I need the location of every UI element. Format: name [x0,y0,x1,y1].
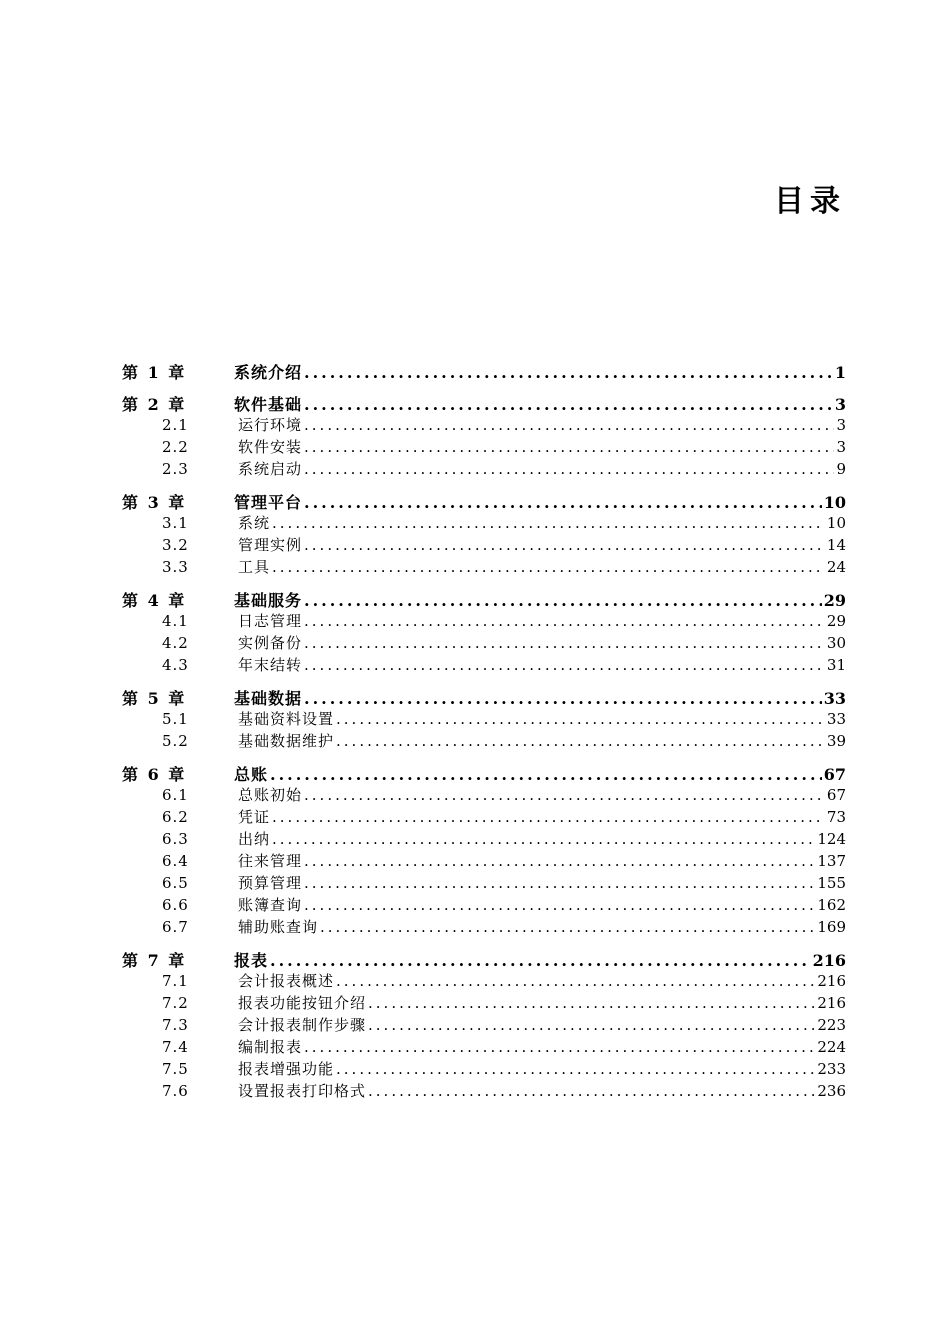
dot-leader [368,1016,815,1034]
toc-section-entry[interactable] [122,708,846,730]
toc-section-entry-page-number: 236 [817,1082,846,1100]
dot-leader [304,874,815,892]
toc-section-entry-page-number: 224 [817,1038,846,1056]
toc-section-entry-title: 工具 [238,558,271,576]
toc-section-entry-page-number: 10 [826,514,846,532]
toc-section-entry[interactable] [122,992,846,1014]
dot-leader [304,689,822,708]
toc-section-entry-page-number: 155 [817,874,846,892]
toc-section-entry-number: 6.6 [162,896,189,914]
toc-section-entry-title: 编制报表 [238,1038,303,1056]
dot-leader [304,1038,815,1056]
toc-section-entry-number: 7.2 [162,994,189,1012]
toc-section-entry-title: 出纳 [238,830,271,848]
toc-section-entry-number: 7.6 [162,1082,189,1100]
toc-section-entry[interactable] [122,436,846,458]
toc-chapter-entry-title: 基础数据 [234,689,303,708]
toc-section-entry[interactable] [122,872,846,894]
toc-section-entry-page-number: 29 [826,612,846,630]
toc-chapter-entry-title: 软件基础 [234,395,303,414]
toc-section-entry[interactable] [122,1058,846,1080]
toc-chapter [122,360,846,382]
dot-leader [336,710,825,728]
dot-leader [272,808,825,826]
dot-leader [368,994,815,1012]
dot-leader [270,765,822,784]
toc-chapter-entry-page-number: 29 [823,591,846,610]
toc-section-entry[interactable] [122,632,846,654]
toc-section-entry-page-number: 33 [826,710,846,728]
toc-section-entry[interactable] [122,1014,846,1036]
toc-section-entry-title: 系统启动 [238,460,303,478]
dot-leader [304,656,825,674]
toc-section-entry-page-number: 216 [817,972,846,990]
toc-chapter [122,490,846,578]
toc-section-entry-page-number: 24 [826,558,846,576]
toc-chapter-entry-number: 第 3 章 [122,493,185,512]
toc-section-entry-page-number: 31 [826,656,846,674]
toc-section-entry-page-number: 137 [817,852,846,870]
toc-section-entry-title: 管理实例 [238,536,303,554]
toc-chapter-entry-number: 第 5 章 [122,689,185,708]
toc-section-entry-title: 日志管理 [238,612,303,630]
toc-section-entry-page-number: 3 [836,416,846,434]
toc-section-entry-page-number: 73 [826,808,846,826]
dot-leader [336,972,815,990]
toc-chapter-entry-number: 第 2 章 [122,395,185,414]
toc-section-entry-title: 总账初始 [238,786,303,804]
toc-section-entry[interactable] [122,850,846,872]
dot-leader [272,558,825,576]
toc-section-entry-number: 7.1 [162,972,189,990]
toc-section-entry[interactable] [122,414,846,436]
toc-section-entry-number: 5.2 [162,732,189,750]
toc-section-entry[interactable] [122,894,846,916]
toc-section-entry[interactable] [122,784,846,806]
dot-leader [304,634,825,652]
toc-section-entry[interactable] [122,1080,846,1102]
toc-section-entry-title: 辅助账查询 [238,918,319,936]
toc-chapter-entry-number: 第 1 章 [122,363,185,382]
dot-leader [272,514,825,532]
toc-section-entry-page-number: 14 [826,536,846,554]
toc-section-entry-page-number: 3 [836,438,846,456]
toc-section-entry[interactable] [122,610,846,632]
toc-section-entry[interactable] [122,828,846,850]
toc-section-entry-number: 6.3 [162,830,189,848]
toc-section-entry-number: 6.7 [162,918,189,936]
toc-section-entry[interactable] [122,654,846,676]
toc-section-entry-title: 实例备份 [238,634,303,652]
toc-chapter-entry-title: 管理平台 [234,493,303,512]
toc-section-entry-title: 年末结转 [238,656,303,674]
toc-section-entry-title: 报表功能按钮介绍 [238,994,367,1012]
toc-section-entry-number: 6.4 [162,852,189,870]
toc-section-entry[interactable] [122,730,846,752]
toc-chapter-entry[interactable] [122,392,846,414]
toc-section-entry[interactable] [122,970,846,992]
toc-chapter [122,588,846,676]
toc-section-entry-title: 往来管理 [238,852,303,870]
toc-section-entry-title: 报表增强功能 [238,1060,335,1078]
toc-section-entry-title: 账簿查询 [238,896,303,914]
toc-chapter-entry-page-number: 67 [823,765,846,784]
dot-leader [304,438,834,456]
dot-leader [304,395,833,414]
toc-chapter-entry-page-number: 33 [823,689,846,708]
toc-section-entry-title: 凭证 [238,808,271,826]
toc-chapter-entry-page-number: 3 [834,395,846,414]
toc-section-entry-number: 4.2 [162,634,189,652]
toc-section-entry-page-number: 223 [817,1016,846,1034]
toc-section-entry-page-number: 162 [817,896,846,914]
toc-chapter-entry-page-number: 10 [823,493,846,512]
toc-section-entry-number: 4.1 [162,612,189,630]
toc-section-entry-page-number: 30 [826,634,846,652]
toc-section-entry-title: 运行环境 [238,416,303,434]
dot-leader [304,363,833,382]
toc-section-entry-page-number: 216 [817,994,846,1012]
toc-section-entry-number: 4.3 [162,656,189,674]
toc-section-entry-page-number: 233 [817,1060,846,1078]
table-of-contents [122,360,846,1112]
toc-chapter-entry-title: 报表 [234,951,269,970]
toc-section-entry-page-number: 124 [817,830,846,848]
toc-chapter-entry-page-number: 216 [812,951,846,970]
dot-leader [320,918,815,936]
dot-leader [304,612,825,630]
dot-leader [304,493,822,512]
toc-chapter [122,686,846,752]
toc-section-entry[interactable] [122,458,846,480]
toc-section-entry-title: 会计报表概述 [238,972,335,990]
toc-section-entry-title: 设置报表打印格式 [238,1082,367,1100]
toc-chapter-entry-page-number: 1 [834,363,846,382]
toc-section-entry-number: 6.5 [162,874,189,892]
dot-leader [304,896,815,914]
toc-chapter-entry-number: 第 4 章 [122,591,185,610]
toc-chapter-entry[interactable] [122,588,846,610]
toc-chapter-entry-number: 第 6 章 [122,765,185,784]
dot-leader [368,1082,815,1100]
toc-section-entry-number: 6.2 [162,808,189,826]
toc-section-entry-title: 预算管理 [238,874,303,892]
dot-leader [304,460,834,478]
dot-leader [270,951,811,970]
toc-section-entry-page-number: 39 [826,732,846,750]
toc-section-entry-title: 基础数据维护 [238,732,335,750]
toc-section-entry[interactable] [122,512,846,534]
toc-section-entry-number: 2.1 [162,416,189,434]
toc-section-entry-title: 系统 [238,514,271,532]
toc-section-entry-number: 5.1 [162,710,189,728]
toc-section-entry-number: 2.3 [162,460,189,478]
toc-chapter-entry-number: 第 7 章 [122,951,185,970]
toc-chapter-entry[interactable] [122,686,846,708]
toc-chapter-entry[interactable] [122,948,846,970]
toc-section-entry-number: 7.3 [162,1016,189,1034]
toc-section-entry-title: 软件安装 [238,438,303,456]
toc-chapter [122,392,846,480]
toc-section-entry-page-number: 9 [836,460,846,478]
toc-section-entry-title: 基础资料设置 [238,710,335,728]
toc-chapter-entry[interactable] [122,762,846,784]
toc-section-entry-number: 6.1 [162,786,189,804]
toc-section-entry[interactable] [122,1036,846,1058]
toc-section-entry-number: 3.1 [162,514,189,532]
page-title: 目录 [774,184,846,219]
toc-section-entry-page-number: 67 [826,786,846,804]
toc-chapter-entry-title: 基础服务 [234,591,303,610]
toc-section-entry-number: 2.2 [162,438,189,456]
toc-chapter-entry-title: 系统介绍 [234,363,303,382]
toc-section-entry-number: 3.2 [162,536,189,554]
dot-leader [336,1060,815,1078]
toc-chapter [122,762,846,938]
toc-section-entry-number: 7.4 [162,1038,189,1056]
toc-section-entry[interactable] [122,534,846,556]
dot-leader [304,591,822,610]
toc-section-entry[interactable] [122,806,846,828]
toc-section-entry-page-number: 169 [817,918,846,936]
dot-leader [304,786,825,804]
dot-leader [304,536,825,554]
toc-chapter-entry[interactable] [122,490,846,512]
toc-chapter [122,948,846,1102]
dot-leader [304,416,834,434]
toc-chapter-entry[interactable] [122,360,846,382]
toc-section-entry[interactable] [122,556,846,578]
toc-section-entry-number: 7.5 [162,1060,189,1078]
dot-leader [336,732,825,750]
toc-section-entry-title: 会计报表制作步骤 [238,1016,367,1034]
dot-leader [272,830,815,848]
dot-leader [304,852,815,870]
toc-section-entry[interactable] [122,916,846,938]
toc-section-entry-number: 3.3 [162,558,189,576]
toc-chapter-entry-title: 总账 [234,765,269,784]
